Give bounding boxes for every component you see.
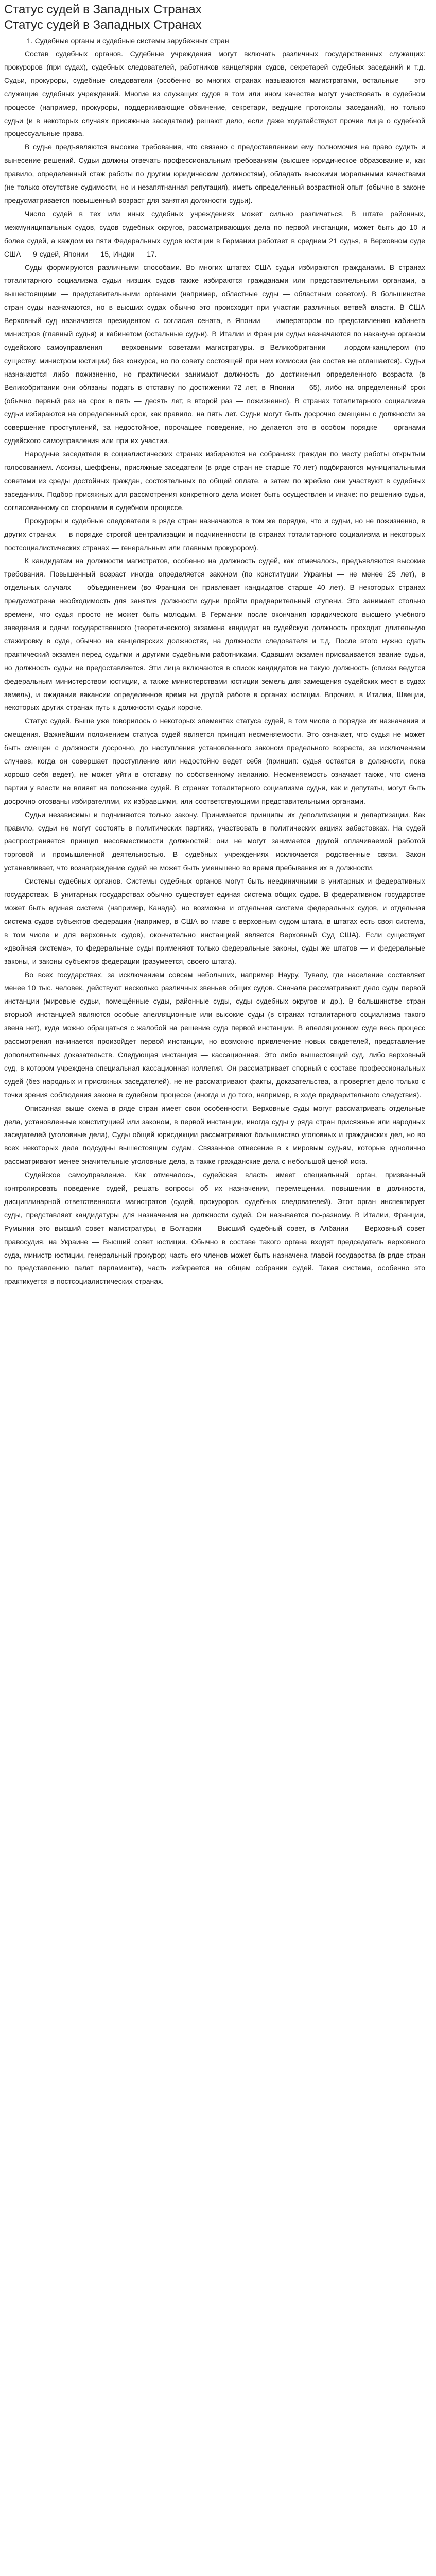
paragraph-judge-requirements: В судье предъявляются высокие требования, что связано с предоставлением ему полномочия на право судить и вынесение решений. Судьи должны отвечать профессиональным требованиям (высшее юридическое образование и, как правило, определенный стаж работы по другим юридическим должностям), обладать высокими моральными качествами (не только отсутствие судимости, но и незапятнанная репутация), иметь определенный возрастной опыт (обычно в законе предусматривается повышенный возраст для занятия должности судьи).	[4, 143, 425, 205]
paragraph-court-formation: Суды формируются различными способами. Во многих штатах США судьи избираются гражданами. В странах тоталитарного социализма судьи низших судов также избираются гражданами или представительными органами, а вышестоящими — представительными органами (например, областные суды — областным советом). В большинстве стран суды назначаются, но в высших судах обычно это происходит при участии различных ветвей власти. В США Верховный суд назначается президентом с согласия сената, в Японии — императором по представлению кабинета министров (главный судья) и кабинетом (остальные судьи). В Италии и Франции судьи назначаются по накануне органом судейского самоуправления — верховными советами магистратуры. в Великобритании — лордом-канцлером (по существу, министром юстиции) без конкурса, но по совету состоящей при нем комиссии (ее состав не оглашается). Судьи назначаются либо пожизненно, но практически занимают должность до достижения определенного возраста (в Великобритании они обязаны подать в отставку по достижении 72 лет, в Японии — 65), либо на определенный срок (обычно первый раз на срок в пять — десять лет, в второй раз — пожизненно). В странах тоталитарного социализма судьи избираются на определенный срок, как правило, на пять лет. Судьи могут быть досрочно смещены с должности за совершение проступлений, за недостойное, порочащее поведение, но делается это в особом порядке — органами судейского самоуправления или при их участии.	[4, 263, 425, 445]
paragraph-judge-independence: Судьи независимы и подчиняются только закону. Принимается принципы их деполитизации и департизации. Как правило, судьи не могут состоять в политических партиях, участвовать в политических акциях забастовках. На судей распространяется принцип несовместимости должностей: они не могут занимается другой оплачиваемой работой торговой и промышленной деятельностью. В судебных учреждениях исключается родственные связи. Закон устанавливает, что вознаграждение судей не может быть уменьшено во время пребывания их в должности.	[4, 810, 425, 872]
paragraph-court-composition: Состав судебных органов. Судебные учреждения могут включать различных государственных служащих: прокуроров (при судах), судебных следователей, работников канцелярии судов, секретарей судебных заседаний и т.д. Судьи, прокуроры, судебные следователи (особенно во многих странах называются магистратами, остальные — это служащие судебных учреждений. Многие из служащих судов в том или ином качестве могут участвовать в судебном процессе (например, прокуроры, поддерживающие обвинение, секретари, ведущие протоколы заседаний), но только судьи (и в некоторых случаях присяжные заседатели) решают дело, если даже ходатайствуют прочие лица о судебной процессуальные права.	[4, 49, 425, 138]
paragraph-judge-status: Статус судей. Выше уже говорилось о некоторых элементах статуса судей, в том числе о порядке их назначения и смещения. Важнейшим положением статуса судей является принцип несменяемости. Это означает, что судья не может быть смещен с должности досрочно, до наступления установленного законом предельного возраста, за исключением случаев, когда он совершает проступление или недостойно ведет себя (принцип: судья остается в должности, пока хорошо себя ведет), не может уйти в отставку по собственному желанию. Несменяемость означает также, что смена партии у власти не влияет на положение судей. В странах тоталитарного социализма судьи, как и депутаты, могут быть досрочно отозваны избирателями, их избравшими, или соответствующими представительными органами.	[4, 717, 425, 805]
paragraph-prosecutors: Прокуроры и судебные следователи в ряде стран назначаются в том же порядке, что и судьи, но не пожизненно, в других странах — в порядке строгой централизации и подчиненности (в странах тоталитарного социализма и некоторых постсоциалистических странах — генеральным или главным прокурором).	[4, 516, 425, 552]
section-heading: 1. Судебные органы и судебные системы зарубежных стран	[27, 37, 229, 45]
paragraph-court-systems: Системы судебных органов. Системы судебных органов могут быть неединичными в унитарных и федеративных государствах. В унитарных государствах обычно существует единая система общих судов. В федеративном государстве может быть единая система (например, Канада), но возможна и отдельная система федеральных судов, и отдельная система судов субъектов федерации (например, в США во главе с верховным судом штата, в штатах есть своя система, в том числе и для верховных судов), окончательно инстанцией является Верховный Суд США). Если существует «двойная система», то федеральные суды применяют только федеральные законы, суды же штатов — и федеральные законы, и законы субъектов федерации (разумеется, своего штата).	[4, 877, 425, 965]
document-subtitle: Статус судей в Западных Странах	[4, 18, 202, 32]
document-page	[0, 0, 428, 1294]
paragraph-judicial-self-government: Судейское самоуправление. Как отмечалось, судейская власть имеет специальный орган, призванный контролировать поведение судей, решать вопросы об их назначении, перемещении, повышении в должности, дисциплинарной ответственности магистратов (судей, прокуроров, судебных следователей). Этот орган инспектирует суды, представляет кандидатуры для назначения на должности судей. Он называется по-разному. В Италии, Франции, Румынии это высший совет магистратуры, в Болгарии — Высший судебный совет, в Албании — Верховный совет правосудия, на Украине — Высший совет юстиции. Обычно в составе такого органа входят председатель верховного суда, министр юстиции, генеральный прокурор; часть его членов может быть назначена главой государства (в ряде стран по представлению палат парламента), часть избирается на общем собрании судей. Такая система, особенно это практикуется в постсоциалистических странах.	[4, 1171, 425, 1286]
paragraph-scheme-features: Описанная выше схема в ряде стран имеет свои особенности. Верховные суды могут рассматривать отдельные дела, установленные конституцией или законом, в первой инстанции, иногда суды у ряда стран присяжные или народных заседателей (уголовные дела), Суды общей юрисдикции рассматривают большинство уголовных и гражданских дел, но во всех некоторых дела подсудны вышестоящим судам. Связанное отнесение в к мировым судьям, которые однолично рассматривают менее значительные уголовные дела, а также гражданские дела с небольшой ценой иска.	[4, 1104, 425, 1166]
paragraph-court-instances: Во всех государствах, за исключением совсем небольших, например Науру, Тувалу, где население составляет менее 10 тыс. человек, действуют несколько различных звеньев общих судов. Сначала рассматривают дело суды первой инстанции (мировые судьи, помещённые суды, районные суды, суды судебных округов и др.). В большинстве стран вторыой инстанцией являются особые апелляционные или высокие суды (в странах тоталитарного социализма такого звена нет), куда можно обращаться с жалобой на решение суда первой инстанции. В апелляционном суде весь процесс рассмотрения начинается произойдет первой инстанции, но возможно привлечение новых свидетелей, представление дополнительных доказательств. Следующая инстанция — кассационная. Это либо вышестоящий суд, либо верховный суд, в котором учреждена специальная кассационная коллегия. Он рассматривает спорный с составе профессиональных судей (без народных и присяжных заседателей), не не рассматривают факты, доказательства, а проверяет дело только с точки зрения соблюдения закона в судебном процессе (иногда и до того, например, в ходе предварительного следствия).	[4, 970, 425, 1099]
paragraph-number-of-judges: Число судей в тех или иных судебных учреждениях может сильно различаться. В штате районных, межмуниципальных судов, судов судебных округов, рассматривающих дела по первой инстанции, может быть до 10 и более судей, а каждом из пяти Федеральных судов юстиции в Германии работает в среднем 21 судья, в Верховном суде США — 9 судей, Японии — 15, Индии — 17.	[4, 209, 425, 258]
paragraph-magistrate-candidates: К кандидатам на должности магистратов, особенно на должность судей, как отмечалось, предъявляются высокие требования. Повышенный возраст иногда определяется законом (по конституции Украины — не менее 25 лет), в отдельных случаях — объединением (во Франции он привлекает кандидатов старше 40 лет). В некоторых странах предусмотрена необходимость для занятия должности судьи пройти предварительный ступени. Это занимает стольно времени, что судья просто не может быть молодым. В Германии после окончания юридического высшего учебного заведения и сдачи государственного (теоретического) экзамена кандидат на судейскую должность проходит длительную стажировку в суде, обычно на канцелярских должностях, на должности следователя и т.д. После этого нужно сдать практический экзамен перед судьями и другими судебными работниками. Сдавшим экзамен присваивается звание судьи, но должность судьи не предоставляется. Эти лица включаются в список кандидатов на такую должность (списки ведутся федеральным министерством юстиции, а также министерствами юстиции земель для замещения судейских мест в судах земель), и ожидание вакансии определенное время на другой работе в органах юстиции. Впрочем, в Италии, Швеции, некоторых других странах путь к должности судьи короче.	[4, 556, 425, 712]
document-title: Статус судей в Западных Странах	[4, 3, 202, 16]
paragraph-lay-assessors: Народные заседатели в социалистических странах избираются на собраниях граждан по месту работы открытым голосованием. Ассизы, шеффены, присяжные заседатели (в ряде стран не старше 70 лет) подбираются муниципальными советами из среды достойных граждан, состоятельных по общей оплате, а затем по жребию они участвуют в судебных заседаниях. Подбор присяжных для рассмотрения конкретного дела может быть осуществлен и иначе: по решению судьи, согласованному со сторонами в судебном процессе.	[4, 450, 425, 512]
